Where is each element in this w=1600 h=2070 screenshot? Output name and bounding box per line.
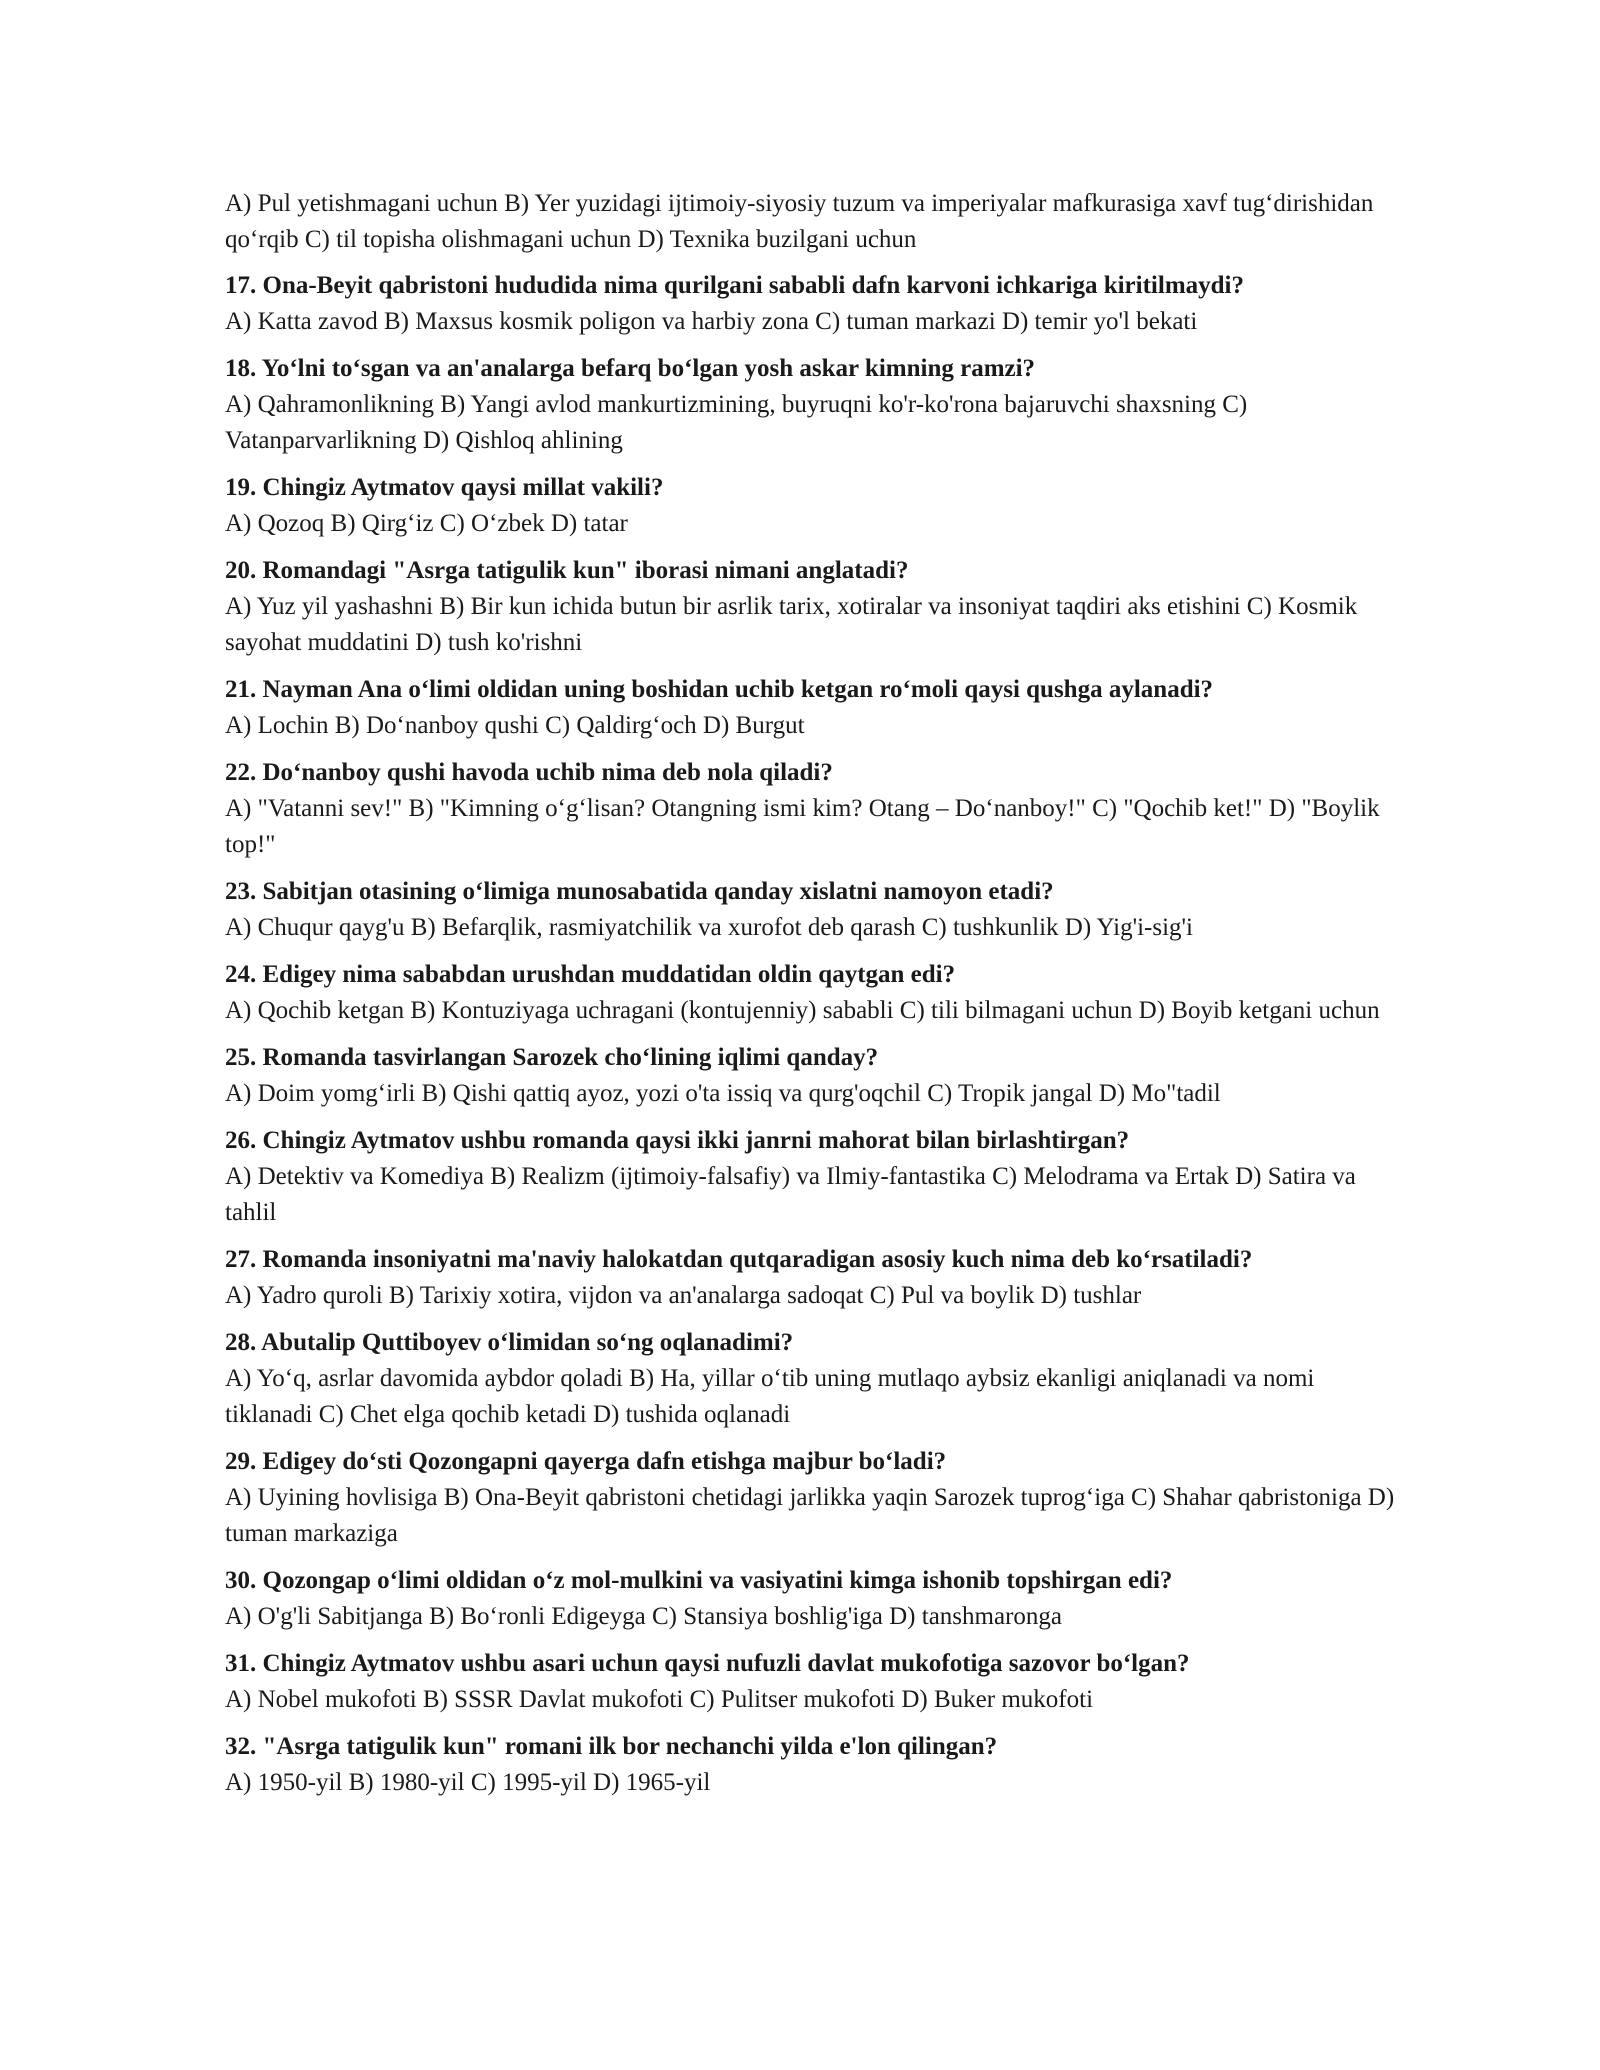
question-item bbox=[225, 672, 1405, 744]
question-item bbox=[225, 1123, 1405, 1231]
intro-answer-options: A) Pul yetishmagani uchun B) Yer yuzidagi ijtimoiy-siyosiy tuzum va imperiyalar mafkurasiga xavf tug‘dirishidan qo‘rqib C) til topisha olishmagani uchun D) Texnika buzilgani uchun bbox=[225, 190, 1374, 253]
question-item bbox=[225, 553, 1405, 661]
answer-options: A) Katta zavod B) Maxsus kosmik poligon va harbiy zona C) tuman markazi D) temir yo'l bekati bbox=[225, 308, 1198, 335]
answer-options: A) Qochib ketgan B) Kontuziyaga uchragani (kontujenniy) sababli C) tili bilmagani uchun D) Boyib ketgani uchun bbox=[225, 997, 1380, 1024]
question-item bbox=[225, 1563, 1405, 1635]
answer-options: A) "Vatanni sev!" B) "Kimning o‘g‘lisan? Otangning ismi kim? Otang – Do‘nanboy!" C) "Qochib ket!" D) "Boylik top!" bbox=[225, 795, 1380, 858]
question-text: 18. Yo‘lni to‘sgan va an'analarga befarq bo‘lgan yosh askar kimning ramzi? bbox=[225, 355, 1036, 382]
question-item bbox=[225, 1242, 1405, 1314]
question-item bbox=[225, 874, 1405, 946]
answer-options: A) Qahramonlikning B) Yangi avlod mankurtizmining, buyruqni ko'r-ko'rona bajaruvchi shaxsning C) Vatanparvarlikning D) Qishloq ahlining bbox=[225, 391, 1248, 454]
answer-options: A) Lochin B) Do‘nanboy qushi C) Qaldirg‘och D) Burgut bbox=[225, 712, 805, 739]
question-item bbox=[225, 1444, 1405, 1552]
question-text: 30. Qozongap o‘limi oldidan o‘z mol-mulkini va vasiyatini kimga ishonib topshirgan edi? bbox=[225, 1567, 1173, 1594]
question-text: 19. Chingiz Aytmatov qaysi millat vakili? bbox=[225, 474, 664, 501]
question-text: 24. Edigey nima sababdan urushdan muddatidan oldin qaytgan edi? bbox=[225, 961, 956, 988]
answer-options: A) Uyining hovlisiga B) Ona-Beyit qabristoni chetidagi jarlikka yaqin Sarozek tuprog‘iga C) Shahar qabristoniga D) tuman markaziga bbox=[225, 1484, 1395, 1547]
answer-options: A) Yuz yil yashashni B) Bir kun ichida butun bir asrlik tarix, xotiralar va insoniyat taqdiri aks etishini C) Kosmik sayohat muddatini D) tush ko'rishni bbox=[225, 593, 1358, 656]
answer-options: A) O'g'li Sabitjanga B) Bo‘ronli Edigeyga C) Stansiya boshlig'iga D) tanshmaronga bbox=[225, 1603, 1062, 1630]
question-text: 29. Edigey do‘sti Qozongapni qayerga dafn etishga majbur bo‘ladi? bbox=[225, 1448, 947, 1475]
answer-options: A) Nobel mukofoti B) SSSR Davlat mukofoti C) Pulitser mukofoti D) Buker mukofoti bbox=[225, 1686, 1094, 1713]
answer-options: A) Yadro quroli B) Tarixiy xotira, vijdon va an'analarga sadoqat C) Pul va boylik D) tushlar bbox=[225, 1282, 1142, 1309]
question-text: 23. Sabitjan otasining o‘limiga munosabatida qanday xislatni namoyon etadi? bbox=[225, 878, 1054, 905]
question-item bbox=[225, 1040, 1405, 1112]
question-item bbox=[225, 1646, 1405, 1718]
question-item bbox=[225, 351, 1405, 459]
question-text: 27. Romanda insoniyatni ma'naviy halokatdan qutqaradigan asosiy kuch nima deb ko‘rsatiladi? bbox=[225, 1246, 1253, 1273]
question-text: 17. Ona-Beyit qabristoni hududida nima qurilgani sababli dafn karvoni ichkariga kiritilmaydi? bbox=[225, 272, 1244, 299]
answer-options: A) Detektiv va Komediya B) Realizm (ijtimoiy-falsafiy) va Ilmiy-fantastika C) Melodrama va Ertak D) Satira va tahlil bbox=[225, 1163, 1356, 1226]
question-list bbox=[225, 268, 1405, 1801]
answer-options: A) 1950-yil B) 1980-yil C) 1995-yil D) 1965-yil bbox=[225, 1769, 711, 1796]
question-text: 25. Romanda tasvirlangan Sarozek cho‘lining iqlimi qanday? bbox=[225, 1044, 879, 1071]
question-text: 28. Abutalip Quttiboyev o‘limidan so‘ng oqlanadimi? bbox=[225, 1329, 794, 1356]
question-item bbox=[225, 470, 1405, 542]
question-text: 22. Do‘nanboy qushi havoda uchib nima deb nola qiladi? bbox=[225, 759, 833, 786]
question-item bbox=[225, 957, 1405, 1029]
question-item bbox=[225, 268, 1405, 340]
answer-options: A) Qozoq B) Qirg‘iz C) O‘zbek D) tatar bbox=[225, 510, 628, 537]
document-page bbox=[225, 186, 1405, 1812]
answer-options: A) Doim yomg‘irli B) Qishi qattiq ayoz, yozi o'ta issiq va qurg'oqchil C) Tropik jangal D) Mo"tadil bbox=[225, 1080, 1221, 1107]
question-item bbox=[225, 1729, 1405, 1801]
question-text: 31. Chingiz Aytmatov ushbu asari uchun qaysi nufuzli davlat mukofotiga sazovor bo‘lgan? bbox=[225, 1650, 1190, 1677]
question-text: 26. Chingiz Aytmatov ushbu romanda qaysi ikki janrni mahorat bilan birlashtirgan? bbox=[225, 1127, 1130, 1154]
answer-options: A) Chuqur qayg'u B) Befarqlik, rasmiyatchilik va xurofot deb qarash C) tushkunlik D) Yig'i-sig'i bbox=[225, 914, 1193, 941]
question-text: 21. Nayman Ana o‘limi oldidan uning boshidan uchib ketgan ro‘moli qaysi qushga aylanadi? bbox=[225, 676, 1214, 703]
question-item bbox=[225, 1325, 1405, 1433]
question-item bbox=[225, 755, 1405, 863]
question-text: 32. "Asrga tatigulik kun" romani ilk bor nechanchi yilda e'lon qilingan? bbox=[225, 1733, 998, 1760]
answer-options: A) Yo‘q, asrlar davomida aybdor qoladi B) Ha, yillar o‘tib uning mutlaqo aybsiz ekanligi aniqlanadi va nomi tiklanadi C) Chet elga qochib ketadi D) tushida oqlanadi bbox=[225, 1365, 1315, 1428]
question-text: 20. Romandagi "Asrga tatigulik kun" iborasi nimani anglatadi? bbox=[225, 557, 909, 584]
